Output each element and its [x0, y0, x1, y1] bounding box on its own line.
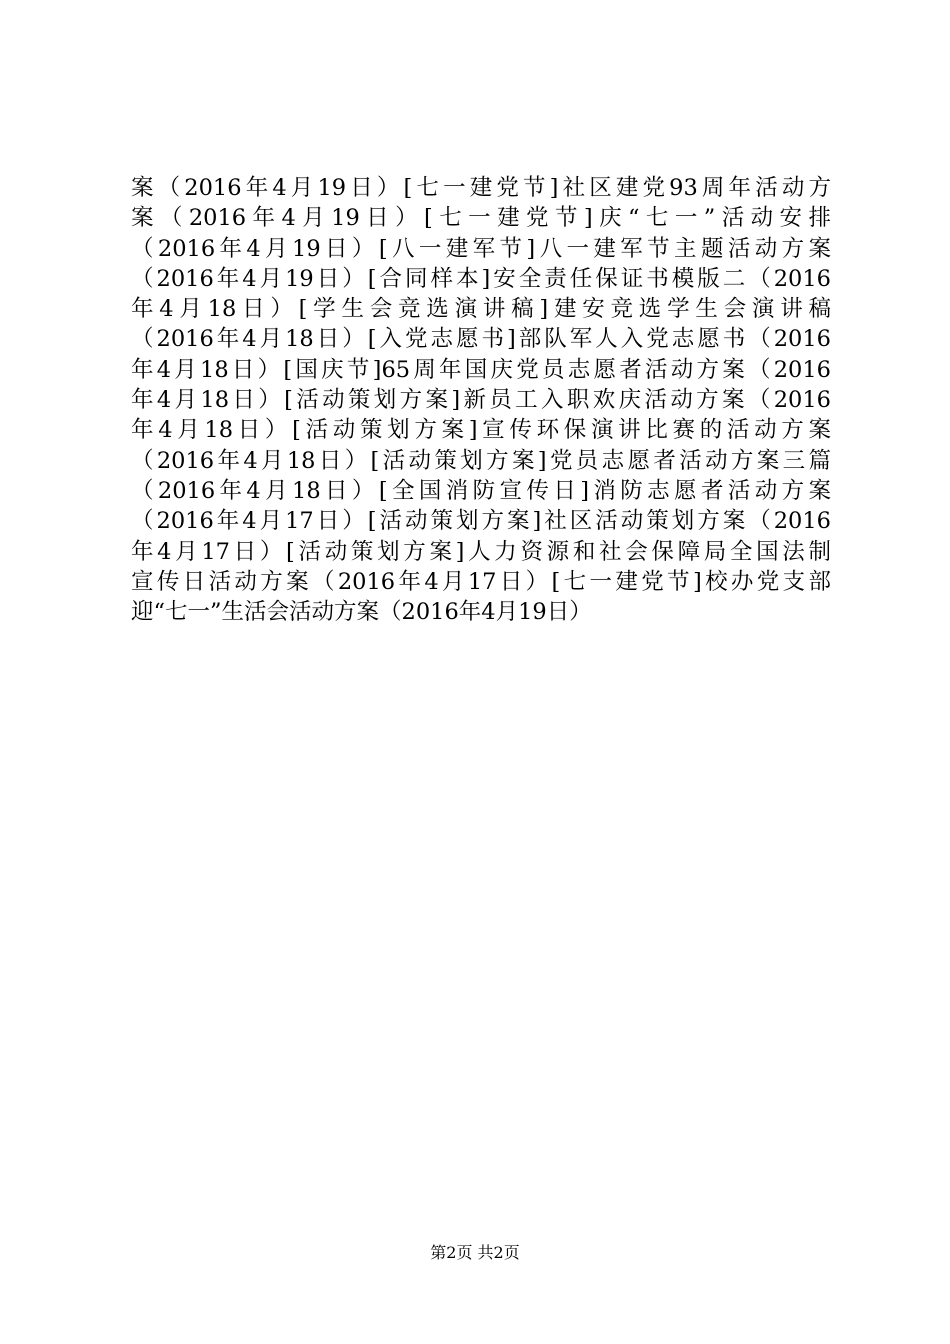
text-line: 迎“七一”生活会活动方案（2016年4月19日） — [131, 599, 592, 626]
text-line: 年4月18日）[国庆节]65周年国庆党员志愿者活动方案（2016 — [131, 356, 831, 383]
text-line: （2016年4月18日）[全国消防宣传日]消防志愿者活动方案 — [131, 477, 831, 504]
text-line: 年4月17日）[活动策划方案]人力资源和社会保障局全国法制 — [131, 538, 831, 565]
text-line: 年4月18日）[学生会竞选演讲稿]建安竞选学生会演讲稿 — [131, 296, 831, 323]
text-line: （2016年4月18日）[活动策划方案]党员志愿者活动方案三篇 — [131, 447, 831, 474]
text-line: （2016年4月17日）[活动策划方案]社区活动策划方案（2016 — [131, 508, 831, 535]
text-line: 宣传日活动方案（2016年4月17日）[七一建党节]校办党支部 — [131, 568, 831, 595]
text-line: 年4月18日）[活动策划方案]新员工入职欢庆活动方案（2016 — [131, 387, 831, 414]
text-line: （2016年4月19日）[八一建军节]八一建军节主题活动方案 — [131, 235, 831, 262]
document-body — [131, 173, 831, 627]
text-line: 年4月18日）[活动策划方案]宣传环保演讲比赛的活动方案 — [131, 417, 831, 444]
page-number-footer: 第2页 共2页 — [430, 1243, 520, 1262]
text-line: 案（2016年4月19日）[七一建党节]庆“七一”活动安排 — [131, 205, 831, 232]
text-line: （2016年4月19日）[合同样本]安全责任保证书模版二（2016 — [131, 265, 831, 292]
text-line: 案（2016年4月19日）[七一建党节]社区建党93周年活动方 — [131, 175, 831, 201]
text-line: （2016年4月18日）[入党志愿书]部队军人入党志愿书（2016 — [131, 326, 831, 353]
